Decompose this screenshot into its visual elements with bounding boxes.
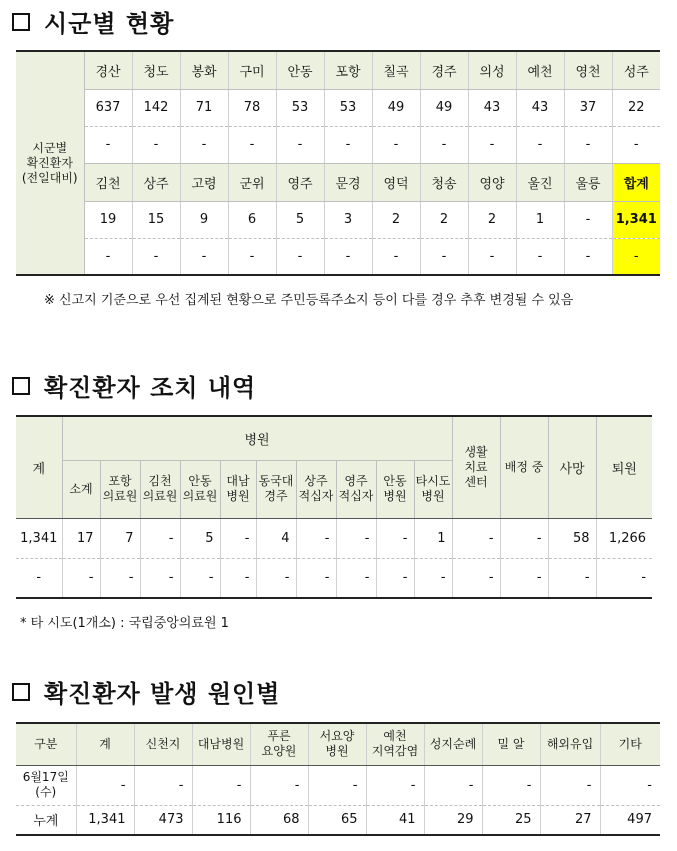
row-header: 시군별 확진환자 (전일대비) — [16, 51, 84, 275]
header-waiting: 배정 중 — [500, 416, 548, 518]
region-count: 43 — [516, 89, 564, 126]
cause-daily: - — [308, 765, 366, 805]
cause-header: 해외유입 — [540, 723, 600, 765]
region-change: - — [84, 126, 132, 163]
cause-cumulative: 68 — [250, 805, 308, 835]
region-change: - — [324, 238, 372, 275]
region-count: 78 — [228, 89, 276, 126]
header-hospital-sub: 안동 병원 — [376, 460, 414, 518]
measures-change: - — [256, 558, 296, 598]
cause-cumulative: 27 — [540, 805, 600, 835]
cause-header: 구분 — [16, 723, 76, 765]
region-name: 영주 — [276, 163, 324, 201]
measures-value: 1 — [414, 518, 452, 558]
cause-table — [16, 722, 660, 836]
region-change: - — [564, 126, 612, 163]
region-name: 합계 — [612, 163, 660, 201]
region-name: 청도 — [132, 51, 180, 89]
measures-change: - — [140, 558, 180, 598]
region-change: - — [468, 126, 516, 163]
region-name: 울진 — [516, 163, 564, 201]
cause-header: 성지순례 — [424, 723, 482, 765]
measures-value: 17 — [62, 518, 100, 558]
region-count: 2 — [372, 201, 420, 238]
measures-change: - — [100, 558, 140, 598]
region-count: 49 — [420, 89, 468, 126]
cause-daily: - — [600, 765, 660, 805]
region-count: 3 — [324, 201, 372, 238]
region-change: - — [132, 126, 180, 163]
region-count: 6 — [228, 201, 276, 238]
region-count: 53 — [276, 89, 324, 126]
cause-cumulative: 65 — [308, 805, 366, 835]
region-name: 울릉 — [564, 163, 612, 201]
header-total: 계 — [16, 416, 62, 518]
measures-change: - — [596, 558, 652, 598]
header-hospital-sub: 타시도 병원 — [414, 460, 452, 518]
cause-header: 대남병원 — [192, 723, 250, 765]
region-count: 22 — [612, 89, 660, 126]
region-change: - — [564, 238, 612, 275]
checkbox-square-icon — [12, 377, 30, 395]
cause-daily: 6월17일 (수) — [16, 765, 76, 805]
header-hospital-sub: 포항 의료원 — [100, 460, 140, 518]
cause-header: 예천 지역감염 — [366, 723, 424, 765]
cause-daily: - — [76, 765, 134, 805]
region-count: 15 — [132, 201, 180, 238]
region-count: 5 — [276, 201, 324, 238]
cause-daily: - — [366, 765, 424, 805]
cause-daily: - — [482, 765, 540, 805]
region-name: 고령 — [180, 163, 228, 201]
cause-daily: - — [540, 765, 600, 805]
header-living-center: 생활 치료 센터 — [452, 416, 500, 518]
region-name: 경주 — [420, 51, 468, 89]
measures-change: - — [548, 558, 596, 598]
region-count: 142 — [132, 89, 180, 126]
cause-header: 밀 알 — [482, 723, 540, 765]
region-change: - — [516, 126, 564, 163]
measures-value: 1,341 — [16, 518, 62, 558]
header-hospital: 병원 — [62, 416, 452, 460]
region-count: 71 — [180, 89, 228, 126]
region-change: - — [276, 238, 324, 275]
region-name: 상주 — [132, 163, 180, 201]
cause-daily: - — [424, 765, 482, 805]
region-change: - — [228, 238, 276, 275]
header-death: 사망 — [548, 416, 596, 518]
measures-change: - — [452, 558, 500, 598]
measures-change: - — [296, 558, 336, 598]
region-name: 성주 — [612, 51, 660, 89]
region-change: - — [180, 126, 228, 163]
cause-header: 신천지 — [134, 723, 192, 765]
measures-value: 1,266 — [596, 518, 652, 558]
header-hospital-sub: 소계 — [62, 460, 100, 518]
measures-value: - — [336, 518, 376, 558]
region-name: 영덕 — [372, 163, 420, 201]
measures-change: - — [180, 558, 220, 598]
region-count: 637 — [84, 89, 132, 126]
region-count: 2 — [420, 201, 468, 238]
cause-cumulative: 29 — [424, 805, 482, 835]
cause-cumulative: 473 — [134, 805, 192, 835]
region-change: - — [420, 126, 468, 163]
measures-value: - — [220, 518, 256, 558]
measures-value: 58 — [548, 518, 596, 558]
region-count: 19 — [84, 201, 132, 238]
region-change: - — [372, 238, 420, 275]
region-count: 53 — [324, 89, 372, 126]
cause-cumulative: 1,341 — [76, 805, 134, 835]
region-name: 영양 — [468, 163, 516, 201]
header-hospital-sub: 동국대 경주 — [256, 460, 296, 518]
cause-daily: - — [134, 765, 192, 805]
region-change: - — [180, 238, 228, 275]
measures-change: - — [220, 558, 256, 598]
region-name: 청송 — [420, 163, 468, 201]
region-count: 2 — [468, 201, 516, 238]
region-change: - — [84, 238, 132, 275]
cause-daily: - — [250, 765, 308, 805]
header-discharge: 퇴원 — [596, 416, 652, 518]
region-count: 9 — [180, 201, 228, 238]
measures-change: - — [414, 558, 452, 598]
measures-value: - — [452, 518, 500, 558]
region-name: 영천 — [564, 51, 612, 89]
measures-value: - — [376, 518, 414, 558]
region-change: - — [516, 238, 564, 275]
section-title-text: 확진환자 발생 원인별 — [44, 680, 281, 708]
region-status-table — [16, 50, 660, 276]
cause-daily: - — [192, 765, 250, 805]
region-change: - — [276, 126, 324, 163]
checkbox-square-icon — [12, 13, 30, 31]
measures-value: 7 — [100, 518, 140, 558]
measures-change: - — [62, 558, 100, 598]
measures-value: 5 — [180, 518, 220, 558]
header-hospital-sub: 김천 의료원 — [140, 460, 180, 518]
region-name: 김천 — [84, 163, 132, 201]
region-count: 1 — [516, 201, 564, 238]
measures-value: 4 — [256, 518, 296, 558]
section-title-measures — [12, 368, 256, 403]
cause-header: 서요양 병원 — [308, 723, 366, 765]
region-change: - — [372, 126, 420, 163]
cause-header: 계 — [76, 723, 134, 765]
region-note: ※ 신고지 기준으로 우선 집계된 현황으로 주민등록주소지 등이 다를 경우 추후 변경될 수 있음 — [44, 293, 574, 308]
region-change: - — [612, 126, 660, 163]
measures-change: - — [336, 558, 376, 598]
cause-cumulative: 누계 — [16, 805, 76, 835]
region-change: - — [228, 126, 276, 163]
region-name: 구미 — [228, 51, 276, 89]
measures-value: - — [140, 518, 180, 558]
section-title-text: 확진환자 조치 내역 — [44, 374, 257, 402]
measures-change: - — [500, 558, 548, 598]
cause-cumulative: 497 — [600, 805, 660, 835]
header-hospital-sub: 안동 의료원 — [180, 460, 220, 518]
measures-change: - — [376, 558, 414, 598]
region-name: 군위 — [228, 163, 276, 201]
patient-measures-table — [16, 415, 652, 599]
cause-header: 기타 — [600, 723, 660, 765]
region-name: 경산 — [84, 51, 132, 89]
header-hospital-sub: 대남 병원 — [220, 460, 256, 518]
cause-cumulative: 25 — [482, 805, 540, 835]
region-count: 43 — [468, 89, 516, 126]
section-title-text: 시군별 현황 — [44, 10, 175, 38]
region-count: 49 — [372, 89, 420, 126]
region-count: 1,341 — [612, 201, 660, 238]
region-change: - — [132, 238, 180, 275]
measures-change: - — [16, 558, 62, 598]
header-hospital-sub: 상주 적십자 — [296, 460, 336, 518]
region-change: - — [324, 126, 372, 163]
region-name: 의성 — [468, 51, 516, 89]
header-hospital-sub: 영주 적십자 — [336, 460, 376, 518]
section-title-cause — [12, 674, 280, 709]
cause-cumulative: 116 — [192, 805, 250, 835]
region-change: - — [420, 238, 468, 275]
region-name: 예천 — [516, 51, 564, 89]
cause-header: 푸른 요양원 — [250, 723, 308, 765]
region-name: 봉화 — [180, 51, 228, 89]
region-change: - — [468, 238, 516, 275]
measures-value: - — [296, 518, 336, 558]
region-name: 안동 — [276, 51, 324, 89]
measures-value: - — [500, 518, 548, 558]
checkbox-square-icon — [12, 683, 30, 701]
region-count: 37 — [564, 89, 612, 126]
region-change: - — [612, 238, 660, 275]
region-name: 칠곡 — [372, 51, 420, 89]
region-count: - — [564, 201, 612, 238]
measures-note: * 타 시도(1개소) : 국립중앙의료원 1 — [20, 616, 229, 631]
section-title-region — [12, 4, 174, 39]
region-name: 포항 — [324, 51, 372, 89]
cause-cumulative: 41 — [366, 805, 424, 835]
region-name: 문경 — [324, 163, 372, 201]
